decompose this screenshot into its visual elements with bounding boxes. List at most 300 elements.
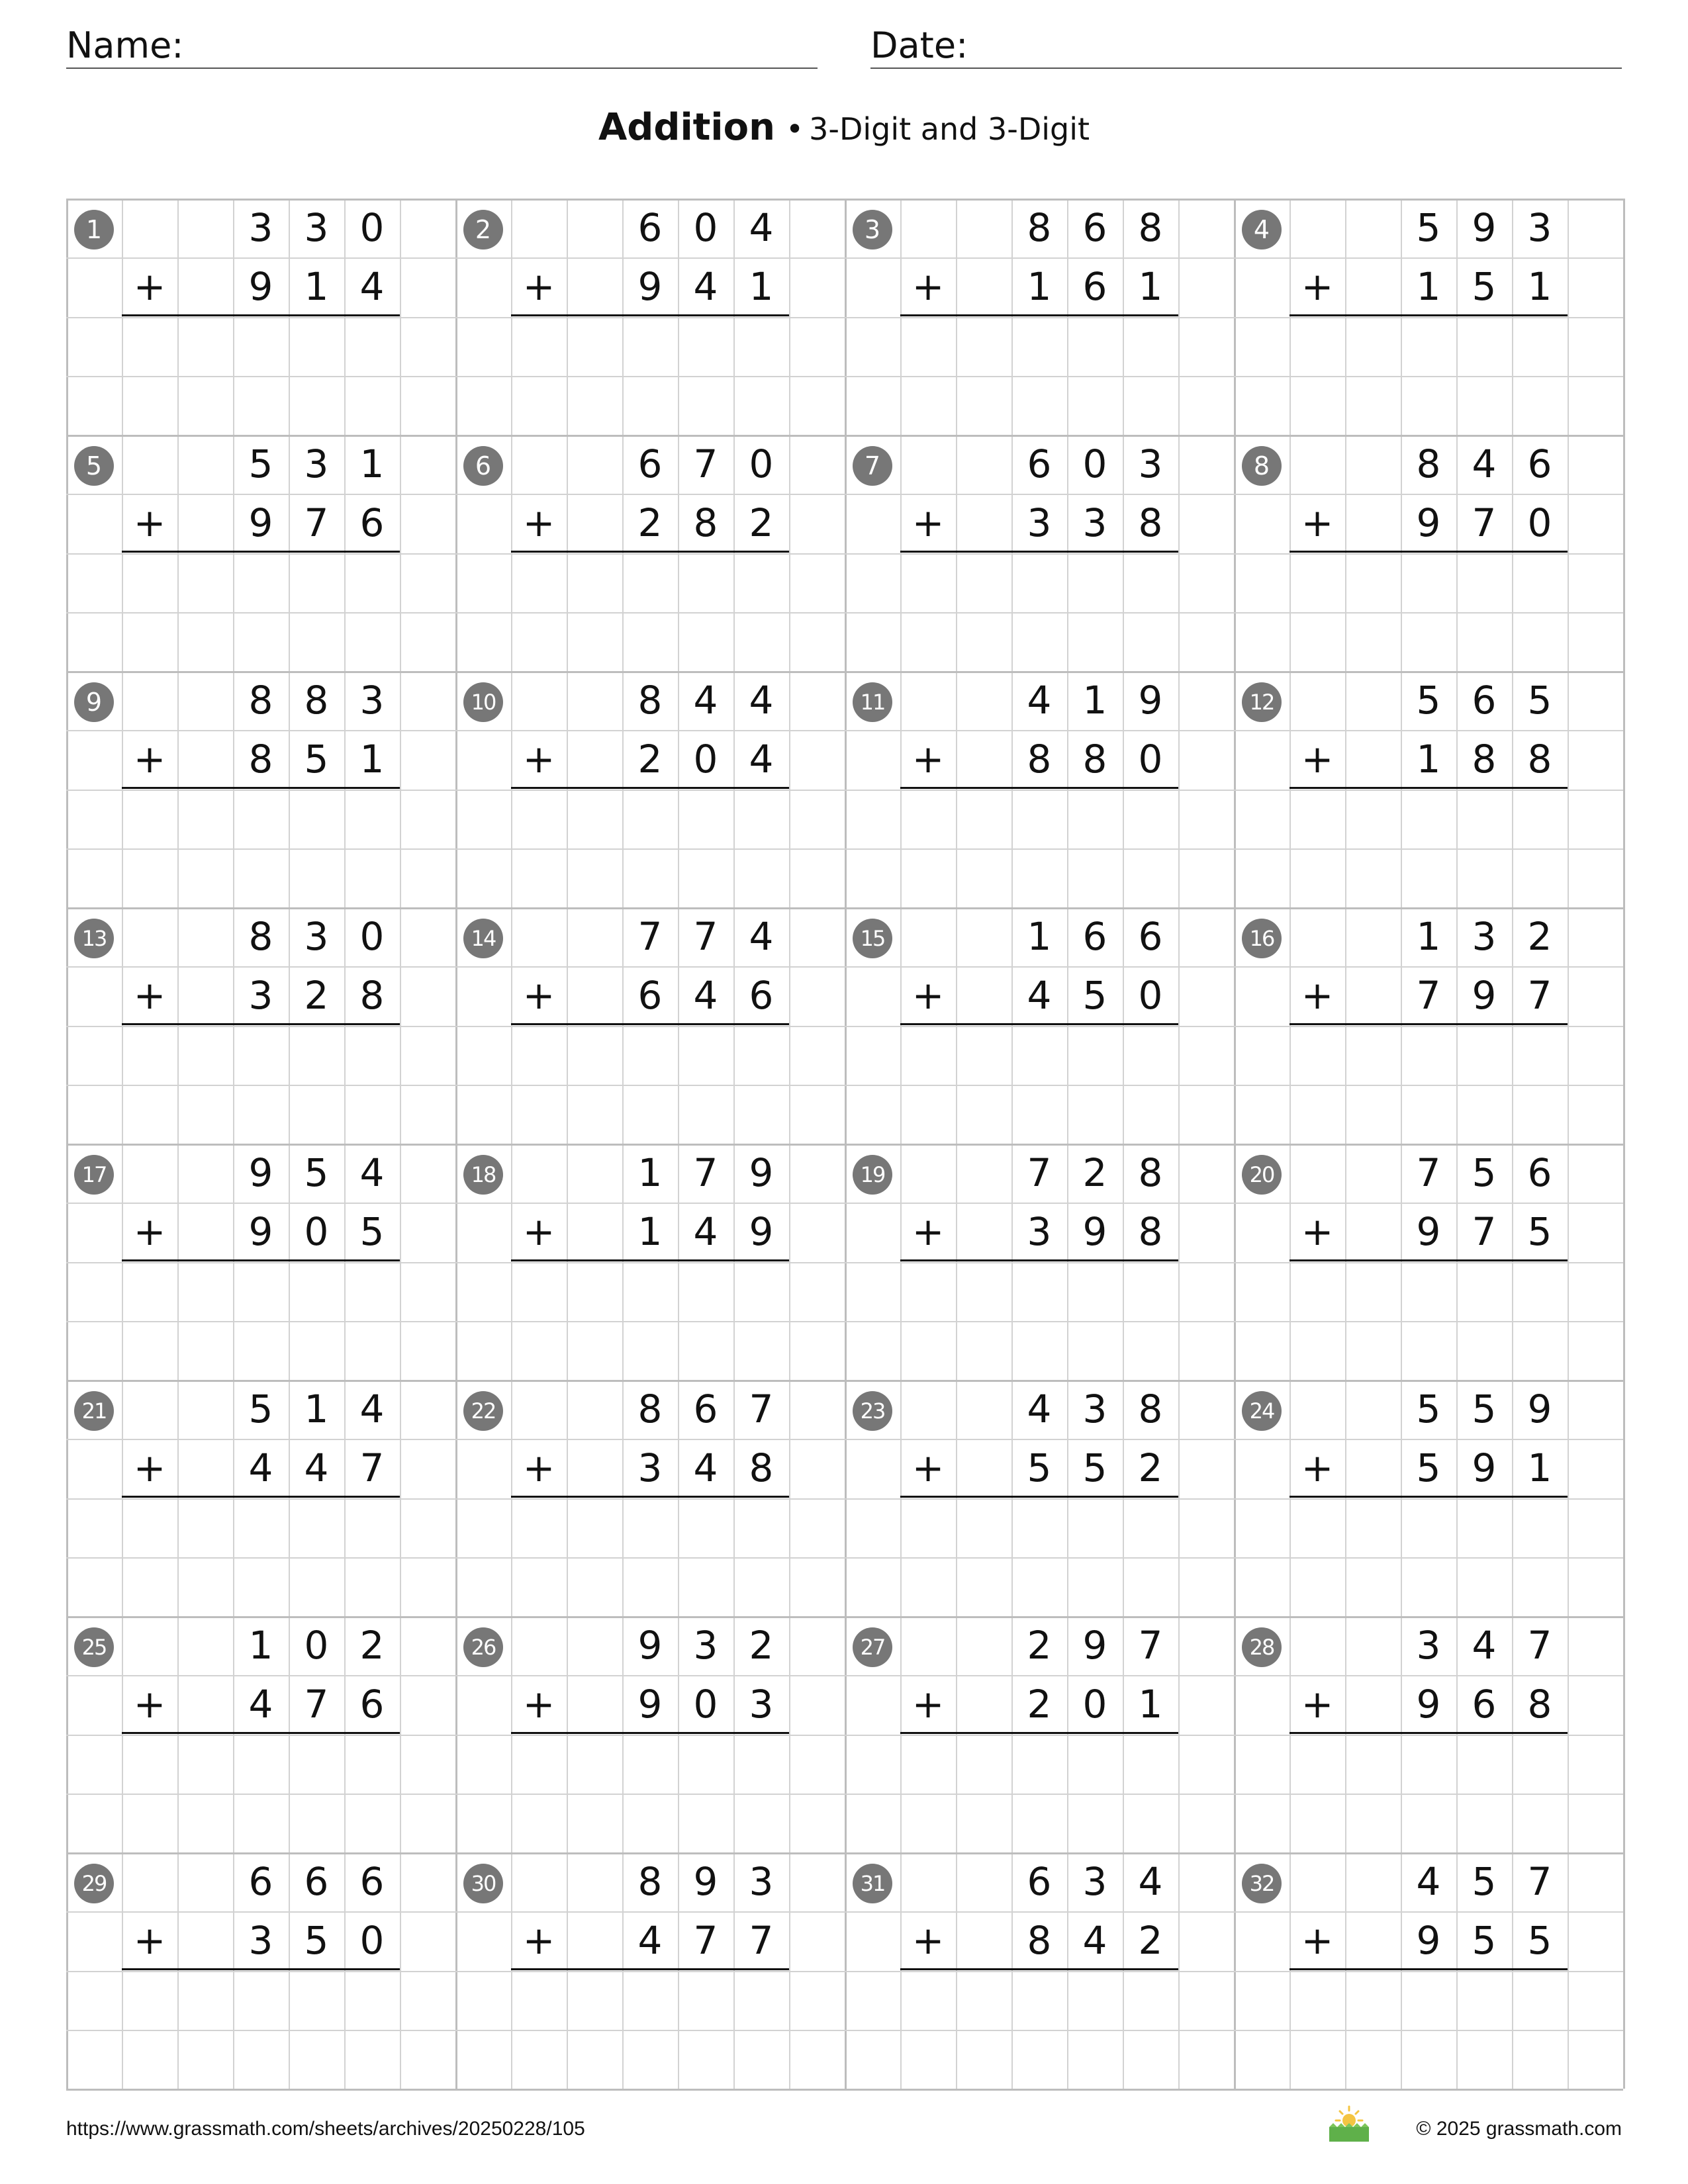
bottom-addend-digit: 2 (637, 737, 663, 782)
bottom-addend-digit: 5 (359, 1209, 385, 1254)
bottom-addend-digit: 5 (304, 1918, 329, 1963)
problem-number-badge: 20 (1242, 1155, 1282, 1195)
sum-line (122, 1732, 400, 1734)
top-addend-digit: 8 (1027, 205, 1052, 250)
problem-number-badge: 17 (74, 1155, 114, 1195)
plus-sign: + (522, 264, 555, 309)
problem-number-badge: 6 (463, 446, 503, 486)
problem-number-badge: 32 (1242, 1864, 1282, 1903)
bottom-addend-digit: 9 (248, 1209, 273, 1254)
date-field[interactable] (870, 23, 1622, 69)
plus-sign: + (133, 264, 166, 309)
bottom-addend-digit: 5 (1082, 1445, 1107, 1490)
problem-number-badge: 27 (853, 1627, 892, 1667)
bottom-addend-digit: 4 (304, 1445, 329, 1490)
bottom-addend-digit: 7 (359, 1445, 385, 1490)
sum-line (122, 1968, 400, 1970)
bottom-addend-digit: 7 (693, 1918, 718, 1963)
sum-line (1289, 551, 1568, 553)
bottom-addend-digit: 3 (1027, 1209, 1052, 1254)
title-subtitle: 3-Digit and 3-Digit (809, 111, 1090, 147)
bottom-addend-digit: 7 (1527, 973, 1552, 1018)
problem-number-badge: 30 (463, 1864, 503, 1903)
top-addend-digit: 8 (637, 678, 663, 723)
bottom-addend-digit: 9 (1416, 1918, 1441, 1963)
answer-area[interactable] (511, 1972, 789, 2084)
bottom-addend-digit: 6 (749, 973, 774, 1018)
problem-number-badge: 7 (853, 446, 892, 486)
top-addend-digit: 2 (1527, 914, 1552, 959)
bottom-addend-digit: 8 (693, 500, 718, 545)
problem-26 (455, 1616, 845, 1852)
sum-line (900, 1259, 1178, 1261)
bottom-addend-digit: 9 (1472, 1445, 1497, 1490)
problem-7 (845, 435, 1234, 671)
plus-sign: + (912, 737, 945, 782)
problem-29 (66, 1852, 455, 2089)
bottom-addend-digit: 7 (749, 1918, 774, 1963)
name-line (66, 68, 818, 69)
bottom-addend-digit: 2 (637, 500, 663, 545)
problem-21 (66, 1380, 455, 1616)
top-addend-digit: 3 (1082, 1387, 1107, 1432)
bottom-addend-digit: 0 (1527, 500, 1552, 545)
bottom-addend-digit: 8 (1027, 1918, 1052, 1963)
problem-number-badge: 5 (74, 446, 114, 486)
bottom-addend-digit: 1 (749, 264, 774, 309)
top-addend-digit: 4 (1416, 1859, 1441, 1904)
bottom-addend-digit: 9 (1416, 1682, 1441, 1727)
footer-url[interactable]: https://www.grassmath.com/sheets/archives/20250228/105 (66, 2118, 585, 2140)
plus-sign: + (133, 500, 166, 545)
bottom-addend-digit: 0 (1082, 1682, 1107, 1727)
top-addend-digit: 7 (1416, 1150, 1441, 1195)
answer-area[interactable] (1289, 1735, 1568, 1848)
bottom-addend-digit: 4 (693, 1209, 718, 1254)
bottom-addend-digit: 2 (1027, 1682, 1052, 1727)
answer-area[interactable] (511, 790, 789, 903)
top-addend-digit: 1 (1082, 678, 1107, 723)
bottom-addend-digit: 1 (304, 264, 329, 309)
bottom-addend-digit: 9 (248, 264, 273, 309)
plus-sign: + (912, 1209, 945, 1254)
problem-number-badge: 9 (74, 682, 114, 722)
top-addend-digit: 7 (749, 1387, 774, 1432)
bottom-addend-digit: 4 (637, 1918, 663, 1963)
answer-area[interactable] (122, 1972, 400, 2084)
problem-number-badge: 16 (1242, 919, 1282, 958)
bottom-addend-digit: 8 (1027, 737, 1052, 782)
plus-sign: + (1301, 1682, 1334, 1727)
top-addend-digit: 7 (637, 914, 663, 959)
top-addend-digit: 5 (1472, 1387, 1497, 1432)
top-addend-digit: 3 (1082, 1859, 1107, 1904)
plus-sign: + (522, 737, 555, 782)
top-addend-digit: 5 (248, 1387, 273, 1432)
top-addend-digit: 5 (248, 441, 273, 486)
problem-number-badge: 22 (463, 1391, 503, 1431)
sum-line (511, 1023, 789, 1025)
top-addend-digit: 1 (248, 1623, 273, 1668)
bottom-addend-digit: 4 (1027, 973, 1052, 1018)
top-addend-digit: 1 (637, 1150, 663, 1195)
top-addend-digit: 9 (1472, 205, 1497, 250)
sum-line (511, 314, 789, 316)
answer-area[interactable] (1289, 790, 1568, 903)
name-field[interactable] (66, 23, 818, 69)
sum-line (1289, 1968, 1568, 1970)
plus-sign: + (1301, 973, 1334, 1018)
problem-30 (455, 1852, 845, 2089)
sum-line (511, 1496, 789, 1498)
bottom-addend-digit: 4 (1082, 1918, 1107, 1963)
plus-sign: + (133, 1209, 166, 1254)
bottom-addend-digit: 5 (1027, 1445, 1052, 1490)
answer-area[interactable] (900, 1263, 1178, 1375)
problem-10 (455, 671, 845, 907)
plus-sign: + (912, 1918, 945, 1963)
bottom-addend-digit: 6 (637, 973, 663, 1018)
top-addend-digit: 0 (693, 205, 718, 250)
answer-area[interactable] (900, 318, 1178, 430)
problem-5 (66, 435, 455, 671)
footer-copyright: © 2025 grassmath.com (1416, 2118, 1622, 2140)
answer-area[interactable] (900, 1499, 1178, 1612)
top-addend-digit: 2 (1027, 1623, 1052, 1668)
top-addend-digit: 8 (304, 678, 329, 723)
bottom-addend-digit: 4 (693, 264, 718, 309)
top-addend-digit: 6 (693, 1387, 718, 1432)
top-addend-digit: 2 (749, 1623, 774, 1668)
top-addend-digit: 5 (1472, 1150, 1497, 1195)
bottom-addend-digit: 1 (1138, 1682, 1163, 1727)
top-addend-digit: 6 (248, 1859, 273, 1904)
top-addend-digit: 6 (1082, 914, 1107, 959)
problem-4 (1234, 199, 1623, 435)
bottom-addend-digit: 8 (248, 737, 273, 782)
bottom-addend-digit: 1 (1527, 264, 1552, 309)
problem-3 (845, 199, 1234, 435)
sum-line (122, 1023, 400, 1025)
top-addend-digit: 7 (693, 914, 718, 959)
bottom-addend-digit: 3 (248, 1918, 273, 1963)
bottom-addend-digit: 0 (304, 1209, 329, 1254)
answer-area[interactable] (511, 1263, 789, 1375)
problem-8 (1234, 435, 1623, 671)
problem-number-badge: 1 (74, 210, 114, 250)
bottom-addend-digit: 5 (1527, 1918, 1552, 1963)
sum-line (122, 1496, 400, 1498)
bottom-addend-digit: 1 (1138, 264, 1163, 309)
top-addend-digit: 4 (693, 678, 718, 723)
top-addend-digit: 9 (1527, 1387, 1552, 1432)
top-addend-digit: 5 (1472, 1859, 1497, 1904)
plus-sign: + (133, 1918, 166, 1963)
bottom-addend-digit: 9 (637, 264, 663, 309)
problem-number-badge: 29 (74, 1864, 114, 1903)
sum-line (900, 1023, 1178, 1025)
top-addend-digit: 9 (749, 1150, 774, 1195)
answer-area[interactable] (1289, 1263, 1568, 1375)
bottom-addend-digit: 3 (637, 1445, 663, 1490)
top-addend-digit: 3 (693, 1623, 718, 1668)
bottom-addend-digit: 8 (1527, 1682, 1552, 1727)
top-addend-digit: 8 (248, 678, 273, 723)
answer-area[interactable] (1289, 318, 1568, 430)
problem-number-badge: 12 (1242, 682, 1282, 722)
title-main: Addition (598, 106, 775, 149)
bottom-addend-digit: 6 (1082, 264, 1107, 309)
answer-area[interactable] (900, 790, 1178, 903)
answer-area[interactable] (511, 318, 789, 430)
bottom-addend-digit: 4 (248, 1682, 273, 1727)
sum-line (511, 787, 789, 789)
plus-sign: + (522, 1209, 555, 1254)
plus-sign: + (912, 1445, 945, 1490)
answer-area[interactable] (122, 790, 400, 903)
plus-sign: + (912, 973, 945, 1018)
top-addend-digit: 8 (1138, 1387, 1163, 1432)
bottom-addend-digit: 9 (1472, 973, 1497, 1018)
top-addend-digit: 6 (1027, 1859, 1052, 1904)
bottom-addend-digit: 5 (1472, 1918, 1497, 1963)
top-addend-digit: 5 (1527, 678, 1552, 723)
problem-number-badge: 11 (853, 682, 892, 722)
sum-line (1289, 1732, 1568, 1734)
top-addend-digit: 6 (359, 1859, 385, 1904)
problem-24 (1234, 1380, 1623, 1616)
answer-area[interactable] (511, 1026, 789, 1139)
problem-17 (66, 1144, 455, 1380)
problem-6 (455, 435, 845, 671)
answer-area[interactable] (511, 1735, 789, 1848)
bottom-addend-digit: 3 (248, 973, 273, 1018)
top-addend-digit: 7 (693, 441, 718, 486)
plus-sign: + (522, 973, 555, 1018)
top-addend-digit: 6 (1138, 914, 1163, 959)
top-addend-digit: 9 (1138, 678, 1163, 723)
top-addend-digit: 6 (1472, 678, 1497, 723)
bottom-addend-digit: 2 (304, 973, 329, 1018)
top-addend-digit: 9 (693, 1859, 718, 1904)
bottom-addend-digit: 8 (1082, 737, 1107, 782)
bottom-addend-digit: 9 (248, 500, 273, 545)
problem-number-badge: 26 (463, 1627, 503, 1667)
problem-23 (845, 1380, 1234, 1616)
top-addend-digit: 1 (304, 1387, 329, 1432)
bottom-addend-digit: 1 (359, 737, 385, 782)
top-addend-digit: 3 (1138, 441, 1163, 486)
problem-19 (845, 1144, 1234, 1380)
top-addend-digit: 8 (637, 1387, 663, 1432)
sum-line (122, 314, 400, 316)
plus-sign: + (133, 737, 166, 782)
sum-line (900, 551, 1178, 553)
answer-area[interactable] (1289, 554, 1568, 666)
top-addend-digit: 9 (248, 1150, 273, 1195)
answer-area[interactable] (900, 554, 1178, 666)
plus-sign: + (912, 500, 945, 545)
problem-grid (66, 199, 1623, 2089)
plus-sign: + (1301, 1918, 1334, 1963)
answer-area[interactable] (122, 1263, 400, 1375)
bottom-addend-digit: 3 (1082, 500, 1107, 545)
answer-area[interactable] (1289, 1026, 1568, 1139)
top-addend-digit: 8 (637, 1859, 663, 1904)
answer-area[interactable] (122, 1026, 400, 1139)
bottom-addend-digit: 8 (1527, 737, 1552, 782)
top-addend-digit: 6 (304, 1859, 329, 1904)
plus-sign: + (912, 1682, 945, 1727)
bottom-addend-digit: 7 (1472, 1209, 1497, 1254)
top-addend-digit: 3 (1472, 914, 1497, 959)
date-label: Date: (870, 24, 968, 66)
top-addend-digit: 3 (304, 205, 329, 250)
plus-sign: + (912, 264, 945, 309)
plus-sign: + (1301, 1445, 1334, 1490)
top-addend-digit: 0 (359, 205, 385, 250)
top-addend-digit: 7 (1527, 1623, 1552, 1668)
bottom-addend-digit: 8 (749, 1445, 774, 1490)
top-addend-digit: 1 (1416, 914, 1441, 959)
answer-area[interactable] (900, 1026, 1178, 1139)
problem-number-badge: 28 (1242, 1627, 1282, 1667)
top-addend-digit: 7 (1027, 1150, 1052, 1195)
name-label: Name: (66, 24, 184, 66)
bottom-addend-digit: 6 (359, 1682, 385, 1727)
sum-line (511, 1732, 789, 1734)
bottom-addend-digit: 9 (749, 1209, 774, 1254)
sum-line (900, 1732, 1178, 1734)
bottom-addend-digit: 9 (1416, 500, 1441, 545)
problem-32 (1234, 1852, 1623, 2089)
answer-area[interactable] (511, 554, 789, 666)
top-addend-digit: 0 (1082, 441, 1107, 486)
top-addend-digit: 4 (1027, 1387, 1052, 1432)
sum-line (1289, 1023, 1568, 1025)
sum-line (1289, 1259, 1568, 1261)
sum-line (511, 551, 789, 553)
problem-number-badge: 8 (1242, 446, 1282, 486)
problem-22 (455, 1380, 845, 1616)
top-addend-digit: 8 (1138, 205, 1163, 250)
top-addend-digit: 4 (749, 914, 774, 959)
bottom-addend-digit: 0 (1138, 973, 1163, 1018)
bottom-addend-digit: 4 (693, 1445, 718, 1490)
bottom-addend-digit: 3 (1027, 500, 1052, 545)
problem-number-badge: 19 (853, 1155, 892, 1195)
top-addend-digit: 4 (1027, 678, 1052, 723)
plus-sign: + (133, 1445, 166, 1490)
sum-line (1289, 314, 1568, 316)
plus-sign: + (133, 973, 166, 1018)
bottom-addend-digit: 9 (637, 1682, 663, 1727)
top-addend-digit: 4 (359, 1150, 385, 1195)
sum-line (1289, 787, 1568, 789)
answer-area[interactable] (900, 1972, 1178, 2084)
problem-number-badge: 24 (1242, 1391, 1282, 1431)
answer-area[interactable] (511, 1499, 789, 1612)
sum-line (511, 1259, 789, 1261)
bottom-addend-digit: 8 (1138, 500, 1163, 545)
answer-area[interactable] (1289, 1972, 1568, 2084)
bottom-addend-digit: 8 (1138, 1209, 1163, 1254)
problem-2 (455, 199, 845, 435)
problem-number-badge: 2 (463, 210, 503, 250)
plus-sign: + (522, 1918, 555, 1963)
grid-horizontal-line (66, 2089, 1623, 2091)
problem-14 (455, 907, 845, 1144)
top-addend-digit: 8 (1416, 441, 1441, 486)
bottom-addend-digit: 4 (749, 737, 774, 782)
bottom-addend-digit: 1 (637, 1209, 663, 1254)
top-addend-digit: 6 (637, 441, 663, 486)
top-addend-digit: 5 (304, 1150, 329, 1195)
bottom-addend-digit: 6 (359, 500, 385, 545)
date-line (870, 68, 1622, 69)
top-addend-digit: 3 (1416, 1623, 1441, 1668)
problem-28 (1234, 1616, 1623, 1852)
bottom-addend-digit: 1 (1416, 737, 1441, 782)
problem-18 (455, 1144, 845, 1380)
answer-area[interactable] (122, 554, 400, 666)
top-addend-digit: 9 (637, 1623, 663, 1668)
bottom-addend-digit: 6 (1472, 1682, 1497, 1727)
problem-number-badge: 14 (463, 919, 503, 958)
top-addend-digit: 2 (1082, 1150, 1107, 1195)
worksheet-title (0, 106, 1688, 149)
top-addend-digit: 3 (304, 914, 329, 959)
answer-area[interactable] (122, 318, 400, 430)
bottom-addend-digit: 2 (1138, 1445, 1163, 1490)
plus-sign: + (522, 1682, 555, 1727)
plus-sign: + (522, 1445, 555, 1490)
problem-13 (66, 907, 455, 1144)
bottom-addend-digit: 5 (1527, 1209, 1552, 1254)
top-addend-digit: 1 (359, 441, 385, 486)
answer-area[interactable] (1289, 1499, 1568, 1612)
top-addend-digit: 3 (359, 678, 385, 723)
sum-line (900, 1968, 1178, 1970)
top-addend-digit: 1 (1027, 914, 1052, 959)
answer-area[interactable] (122, 1499, 400, 1612)
sum-line (122, 1259, 400, 1261)
bottom-addend-digit: 7 (304, 500, 329, 545)
problem-number-badge: 3 (853, 210, 892, 250)
top-addend-digit: 8 (248, 914, 273, 959)
plus-sign: + (522, 500, 555, 545)
problem-number-badge: 31 (853, 1864, 892, 1903)
top-addend-digit: 5 (1416, 1387, 1441, 1432)
problem-number-badge: 10 (463, 682, 503, 722)
bottom-addend-digit: 5 (1082, 973, 1107, 1018)
answer-area[interactable] (900, 1735, 1178, 1848)
sum-line (1289, 1496, 1568, 1498)
sum-line (122, 551, 400, 553)
problem-25 (66, 1616, 455, 1852)
top-addend-digit: 0 (749, 441, 774, 486)
top-addend-digit: 6 (1027, 441, 1052, 486)
answer-area[interactable] (122, 1735, 400, 1848)
sum-line (900, 787, 1178, 789)
sum-line (900, 1496, 1178, 1498)
top-addend-digit: 0 (359, 914, 385, 959)
bottom-addend-digit: 4 (359, 264, 385, 309)
bottom-addend-digit: 7 (1472, 500, 1497, 545)
problem-9 (66, 671, 455, 907)
plus-sign: + (1301, 737, 1334, 782)
top-addend-digit: 5 (1416, 678, 1441, 723)
